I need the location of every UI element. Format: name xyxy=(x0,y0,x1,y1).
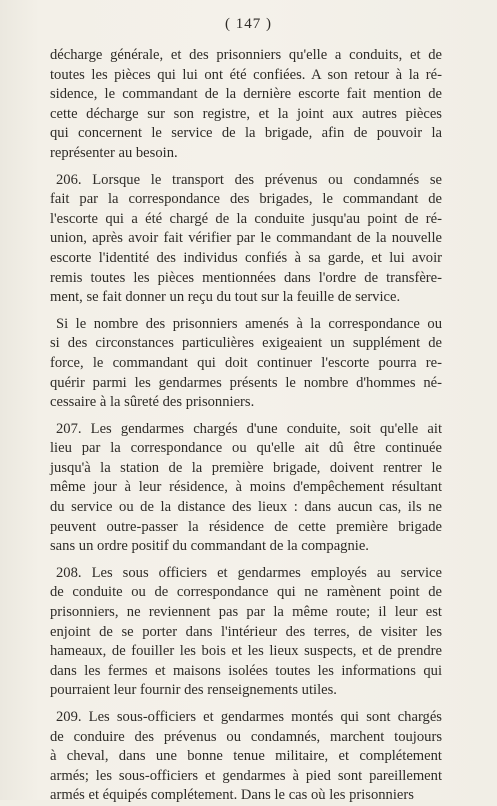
text-line: toutes les pièces qui lui ont été confiées. A son retour à la ré- xyxy=(50,66,442,83)
text-line: 207. Les gendarmes chargés d'une conduite, soit qu'elle ait xyxy=(56,420,442,437)
text-line: prisonniers, ne reviennent pas par la même route; il leur est xyxy=(50,604,442,621)
text-line: 208. Les sous officiers et gendarmes employés au service xyxy=(56,564,442,581)
text-line: remis toutes les pièces mentionnées dans l'ordre de transfère- xyxy=(50,269,442,286)
text-line: décharge générale, et des prisonniers qu'elle a conduits, et de xyxy=(50,47,442,63)
paragraph xyxy=(50,315,442,413)
paragraph xyxy=(50,171,442,308)
text-line: escorte l'identité des individus confiés à sa garde, et lui avoir xyxy=(50,249,442,266)
text-line: Si le nombre des prisonniers amenés à la correspondance ou xyxy=(56,315,442,332)
text-line: ment, se fait donner un reçu du tout sur la feuille de service. xyxy=(50,289,401,306)
text-line: 209. Les sous-officiers et gendarmes montés qui sont chargés xyxy=(56,709,442,725)
text-line: du service ou de la distance des lieux : dans aucun cas, ils ne xyxy=(50,499,442,516)
paragraph xyxy=(50,708,442,806)
text-line: de conduite ou de correspondance qui ne ramènent point de xyxy=(50,584,442,601)
text-line: lieu par la correspondance ou qu'elle ait dû être continuée xyxy=(50,440,442,457)
page-body xyxy=(50,46,442,806)
text-line: dans les fermes et maisons isolées toutes les informations qui xyxy=(50,662,442,679)
text-line: peuvent outre-passer la résidence de cette première brigade xyxy=(50,518,442,535)
text-line: sans un ordre positif du commandant de la compagnie. xyxy=(50,538,369,555)
text-line: jusqu'à la station de la première brigade, doivent rentrer le xyxy=(50,459,442,476)
text-line: enjoint de se porter dans l'intérieur des terres, de visiter les xyxy=(50,623,442,640)
text-line: si des circonstances particulières exigeaient un supplément de xyxy=(50,335,442,352)
text-line: force, le commandant qui doit continuer l'escorte pourra re- xyxy=(50,354,442,371)
text-line: armés et équipés complétement. Dans le cas où les prisonniers xyxy=(50,787,414,804)
text-line: cessaire à la sûreté des prisonniers. xyxy=(50,394,255,411)
text-line: représenter au besoin. xyxy=(50,144,178,161)
paragraph xyxy=(50,420,442,557)
text-line: qui concernent le service de la brigade, afin de pouvoir la xyxy=(50,125,442,142)
page-number: ( 147 ) xyxy=(225,16,272,32)
text-line: hameaux, de fouiller les bois et les lieux suspects, et de prendre xyxy=(50,643,442,660)
text-line: armés; les sous-officiers et gendarmes à pied sont pareillement xyxy=(50,767,442,784)
text-line: même jour à leur résidence, à moins d'empêchement résultant xyxy=(50,479,442,496)
text-line: l'escorte qui a été chargé de la conduite jusqu'au point de ré- xyxy=(50,210,442,227)
text-line: de conduire des prévenus ou condamnés, marchent toujours xyxy=(50,728,442,745)
text-line: 206. Lorsque le transport des prévenus ou condamnés se xyxy=(56,171,442,188)
text-line: cette décharge sur son registre, et la joint aux autres pièces xyxy=(50,105,442,122)
text-line: union, après avoir fait vérifier par le commandant de la nouvelle xyxy=(50,230,442,247)
text-line: sidence, le commandant de la dernière escorte fait mention de xyxy=(50,86,442,103)
text-line: pourraient leur fournir des renseignements utiles. xyxy=(50,682,337,699)
text-line: fait par la correspondance des brigades, le commandant de xyxy=(50,191,442,208)
text-line: à cheval, dans une bonne tenue militaire, et complétement xyxy=(50,748,442,765)
text-line: quérir parmi les gendarmes présents le nombre d'hommes né- xyxy=(50,374,442,391)
paragraph xyxy=(50,564,442,701)
paragraph xyxy=(50,46,442,164)
